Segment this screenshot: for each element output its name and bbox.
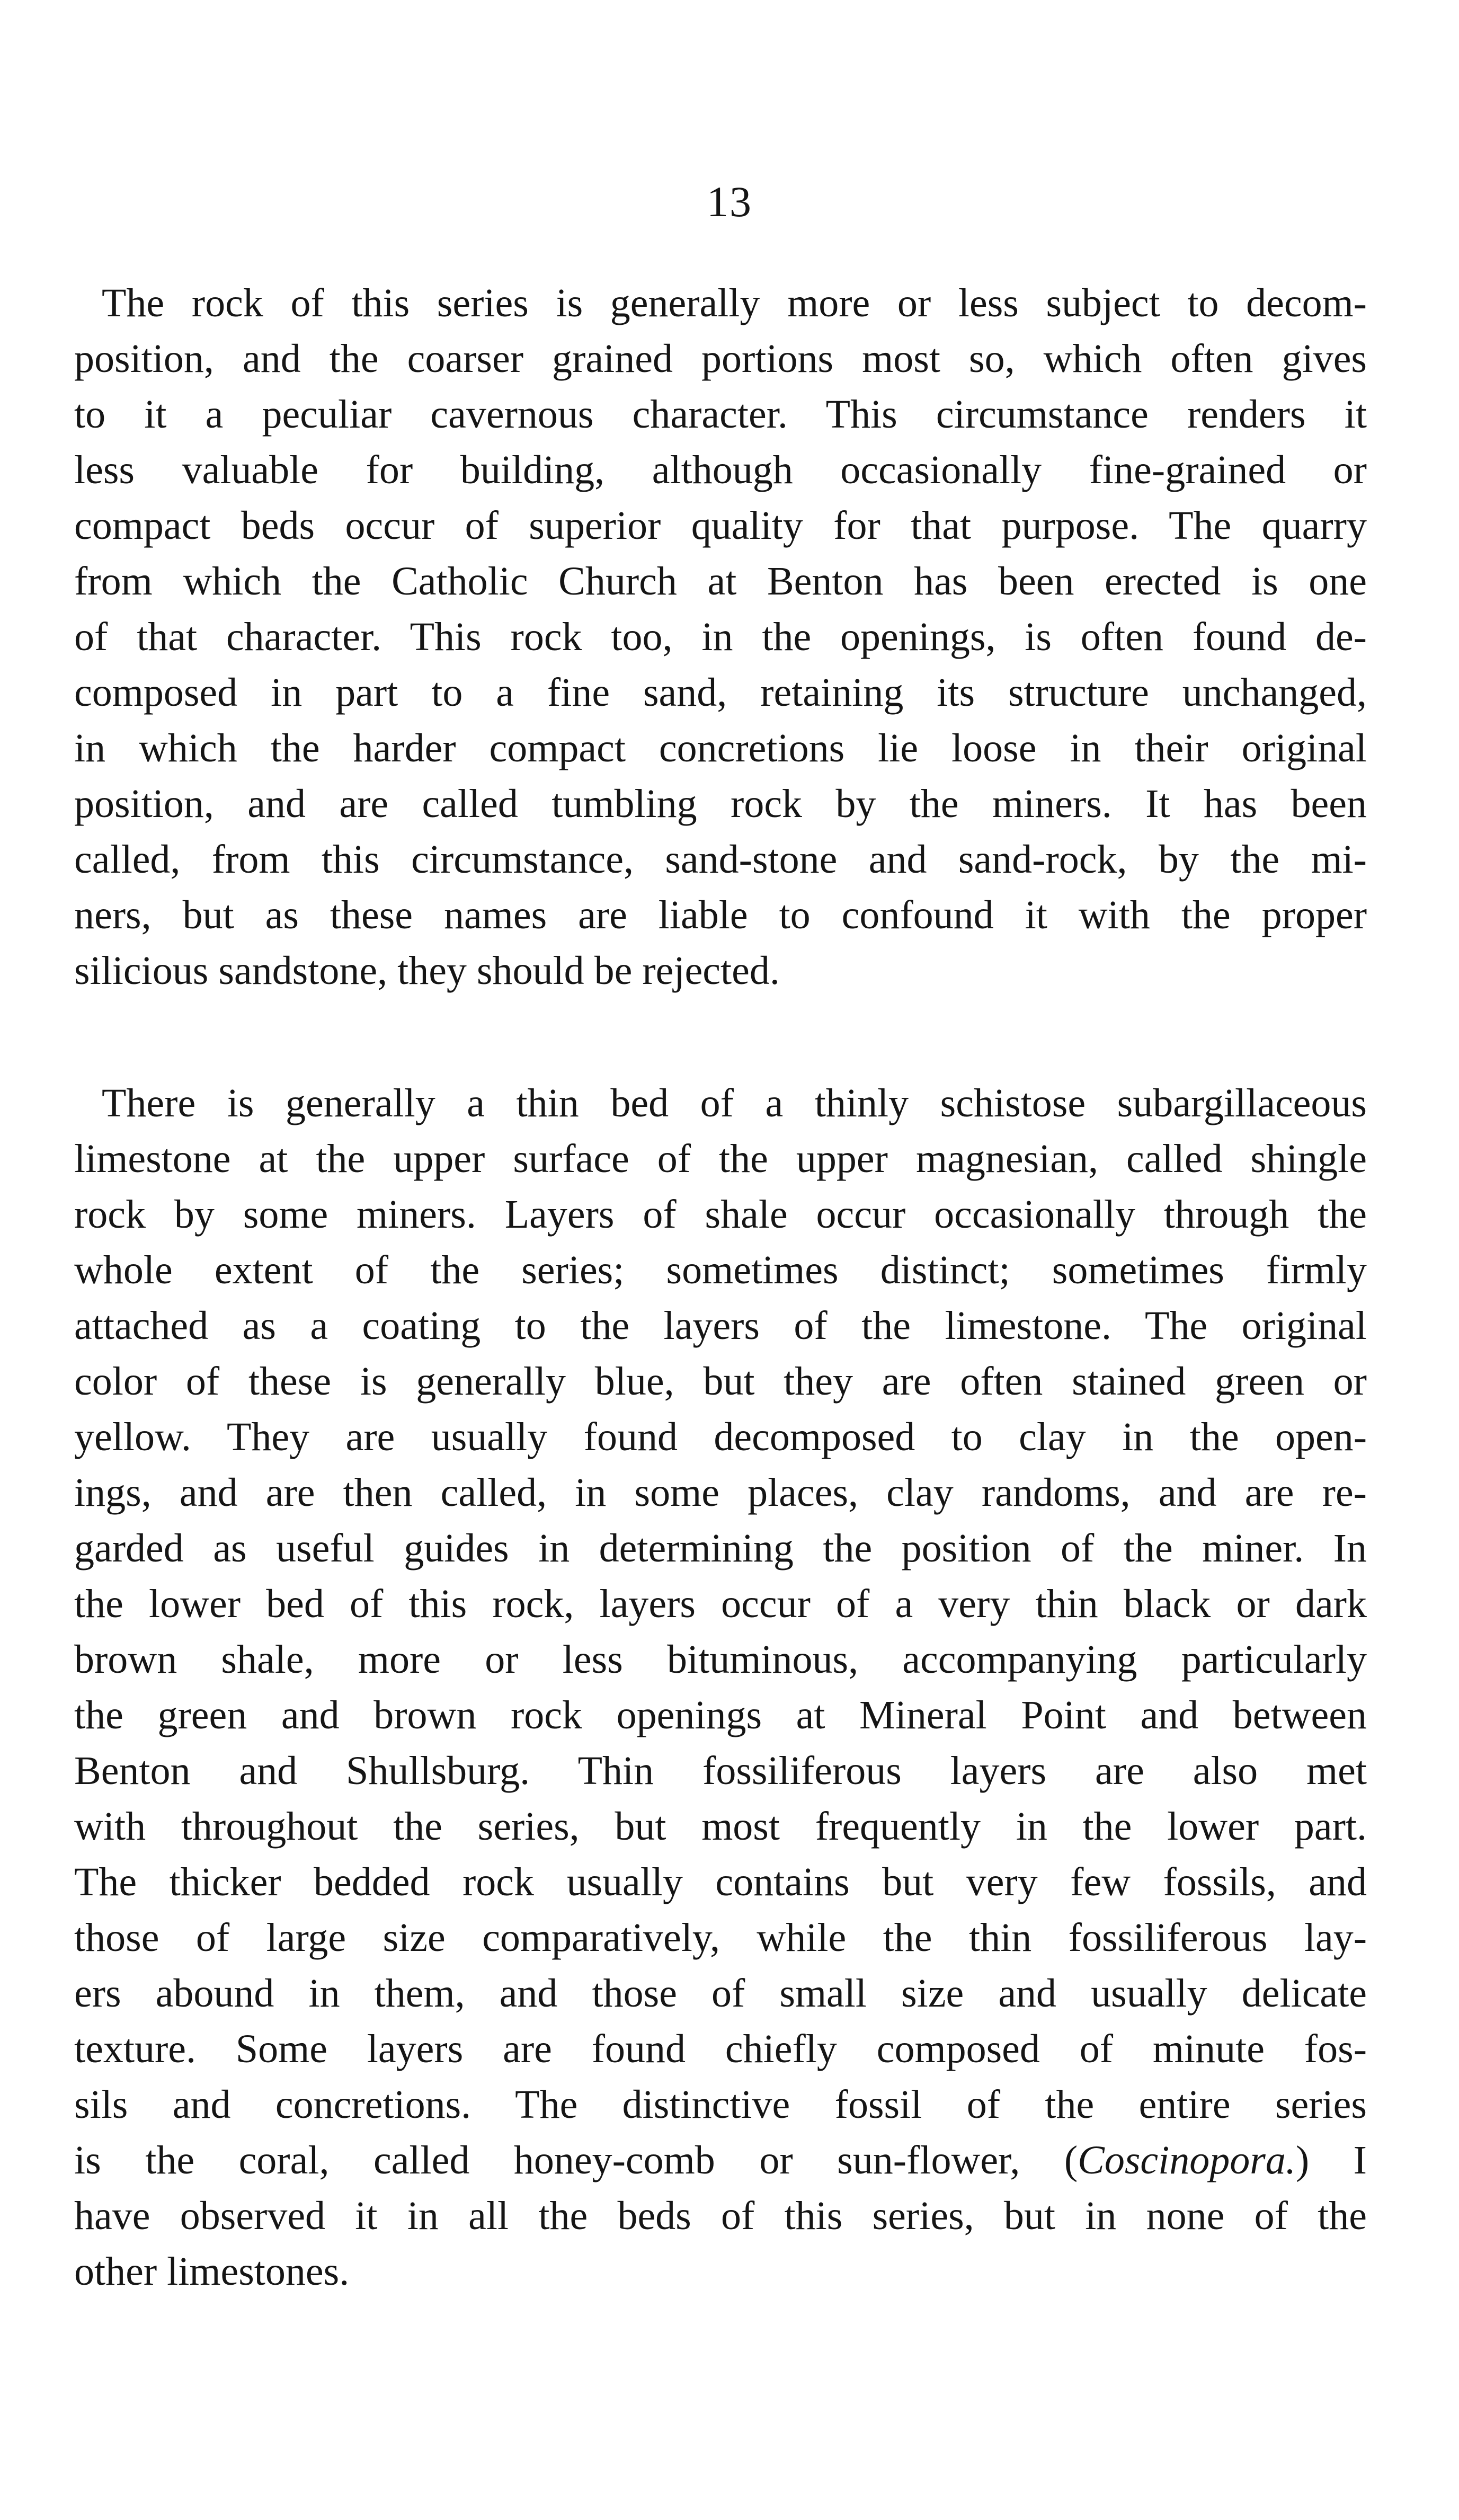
text-line: The rock of this series is generally more or less subject to decom- [102, 281, 1367, 325]
text-line: whole extent of the series; sometimes distinct; sometimes firmly [74, 1248, 1367, 1292]
text-line: less valuable for building, although occasionally fine-grained or [74, 448, 1367, 492]
italic-term: Coscinopora. [1078, 2138, 1296, 2182]
text-line: There is generally a thin bed of a thinly schistose subargillaceous [102, 1081, 1367, 1125]
text-line: limestone at the upper surface of the upper magnesian, called shingle [74, 1137, 1367, 1181]
text-line: the lower bed of this rock, layers occur of a very thin black or dark [74, 1582, 1367, 1626]
text-fragment: is the coral, called honey-comb or sun-flower, ( [74, 2138, 1078, 2182]
paragraph-1 [74, 276, 1367, 999]
paragraph-2 [74, 1076, 1367, 2300]
text-line: called, from this circumstance, sand-stone and sand-rock, by the mi- [74, 837, 1367, 882]
text-line: have observed it in all the beds of this series, but in none of the [74, 2194, 1367, 2238]
text-line: sils and concretions. The distinctive fossil of the entire series [74, 2082, 1367, 2127]
text-line: of that character. This rock too, in the openings, is often found de- [74, 615, 1367, 659]
text-line: Benton and Shullsburg. Thin fossiliferous layers are also met [74, 1749, 1367, 1793]
text-line: with throughout the series, but most frequently in the lower part. [74, 1804, 1367, 1849]
text-line: attached as a coating to the layers of the limestone. The original [74, 1303, 1367, 1348]
text-fragment: ) I [1295, 2138, 1367, 2182]
text-line: composed in part to a fine sand, retaining its structure unchanged, [74, 670, 1367, 715]
text-line: The thicker bedded rock usually contains but very few fossils, and [74, 1860, 1367, 1904]
text-line: brown shale, more or less bituminous, accompanying particularly [74, 1637, 1367, 1682]
text-line: ers abound in them, and those of small size and usually delicate [74, 1971, 1367, 2016]
text-line: position, and the coarser grained portions most so, which often gives [74, 336, 1367, 381]
text-line: ners, but as these names are liable to confound it with the proper [74, 893, 1367, 937]
text-line: other limestones. [74, 2249, 350, 2294]
text-line: color of these is generally blue, but they are often stained green or [74, 1359, 1367, 1404]
page-number: 13 [707, 178, 752, 226]
text-line: yellow. They are usually found decomposed to clay in the open- [74, 1415, 1367, 1459]
text-line: rock by some miners. Layers of shale occur occasionally through the [74, 1192, 1367, 1237]
text-line: the green and brown rock openings at Mineral Point and between [74, 1693, 1367, 1737]
text-line: texture. Some layers are found chiefly composed of minute fos- [74, 2027, 1367, 2071]
text-line-with-italic-term [74, 2133, 1367, 2188]
text-line: from which the Catholic Church at Benton has been erected is one [74, 559, 1367, 604]
text-line: to it a peculiar cavernous character. This circumstance renders it [74, 392, 1367, 437]
text-line: garded as useful guides in determining the position of the miner. In [74, 1526, 1367, 1570]
text-line: silicious sandstone, they should be rejected. [74, 948, 780, 993]
text-line: ings, and are then called, in some places, clay randoms, and are re- [74, 1470, 1367, 1515]
text-line: compact beds occur of superior quality for that purpose. The quarry [74, 503, 1367, 548]
text-line: those of large size comparatively, while the thin fossiliferous lay- [74, 1915, 1367, 1960]
text-line: in which the harder compact concretions lie loose in their original [74, 726, 1367, 770]
text-line: position, and are called tumbling rock by the miners. It has been [74, 782, 1367, 826]
